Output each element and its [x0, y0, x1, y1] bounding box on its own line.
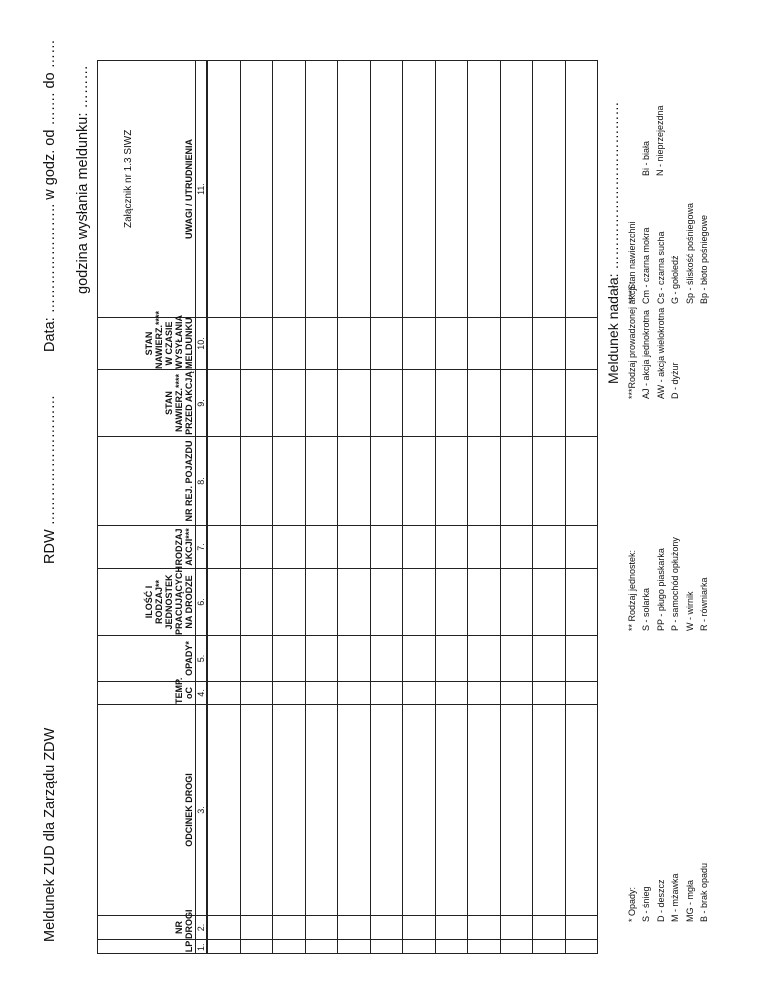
table-cell[interactable]	[207, 318, 240, 370]
table-cell[interactable]	[565, 526, 598, 569]
legend-line: M - mżawka	[670, 873, 681, 922]
table-row	[207, 61, 240, 954]
legend-line: Cs - czarna sucha	[655, 231, 666, 304]
table-cell[interactable]	[207, 682, 240, 705]
legend-surface-extra	[639, 105, 668, 176]
table-cell[interactable]	[435, 636, 468, 682]
table-cell[interactable]	[273, 636, 306, 682]
table-cell[interactable]	[500, 318, 533, 370]
table-row	[435, 61, 468, 954]
table-cell[interactable]	[370, 526, 403, 569]
table-cell[interactable]	[273, 526, 306, 569]
table-cell[interactable]	[403, 705, 436, 916]
table-cell[interactable]	[273, 437, 306, 526]
annex-label: Załącznik nr 1.3 SIWZ	[123, 129, 134, 228]
legend-line: D - dyżur	[670, 362, 681, 399]
table-cell[interactable]	[468, 940, 501, 954]
column-number: 11.	[196, 61, 208, 318]
table-cell[interactable]	[305, 705, 338, 916]
table-cell[interactable]	[403, 437, 436, 526]
table-cell[interactable]	[435, 526, 468, 569]
legend-line: Bi - biała	[641, 140, 651, 176]
legend-line: S - śnieg	[641, 886, 652, 922]
column-header: OPADY*	[98, 636, 196, 682]
column-header: LP	[98, 940, 196, 954]
send-time-field[interactable]: godzina wysłania meldunku: ………	[75, 65, 91, 294]
table-cell[interactable]	[565, 916, 598, 940]
legend-line: B - brak opadu	[699, 862, 710, 922]
table-cell[interactable]	[403, 370, 436, 437]
column-number: 1.	[196, 940, 208, 954]
table-row	[403, 61, 436, 954]
table-cell[interactable]	[240, 705, 273, 916]
table-cell[interactable]	[273, 705, 306, 916]
column-header: STAN NAWIERZ.**** PRZED AKCJĄ	[98, 370, 196, 437]
table-cell[interactable]	[305, 636, 338, 682]
signed-by-field[interactable]: Meldunek nadała: ………………………………	[605, 101, 621, 384]
column-number: 5.	[196, 636, 208, 682]
legend-line: ****Stan nawierzchni	[627, 221, 637, 304]
legend-line: AJ - akcja jednokrotna	[641, 309, 652, 399]
table-cell[interactable]	[468, 705, 501, 916]
column-header: NR DROGI	[98, 916, 196, 940]
column-number: 6.	[196, 569, 208, 636]
table-cell[interactable]	[533, 318, 566, 370]
table-cell[interactable]	[370, 682, 403, 705]
table-cell[interactable]	[565, 569, 598, 636]
table-cell[interactable]	[207, 636, 240, 682]
table-cell[interactable]	[468, 569, 501, 636]
table-cell[interactable]	[273, 916, 306, 940]
table-cell[interactable]	[435, 705, 468, 916]
table-cell[interactable]	[565, 370, 598, 437]
legend-line: Cm - czarna mokra	[641, 227, 652, 304]
legend-line: ** Rodzaj jednostek:	[627, 549, 637, 631]
table-cell[interactable]	[533, 370, 566, 437]
table-cell[interactable]	[273, 940, 306, 954]
table-cell[interactable]	[370, 940, 403, 954]
table-cell[interactable]	[240, 370, 273, 437]
table-cell[interactable]	[305, 61, 338, 318]
table-cell[interactable]	[273, 318, 306, 370]
table-cell[interactable]	[435, 318, 468, 370]
table-cell[interactable]	[533, 61, 566, 318]
table-cell[interactable]	[468, 682, 501, 705]
legend-line: D - deszcz	[655, 879, 666, 922]
legend-line: R - równiarka	[699, 577, 710, 631]
table-cell[interactable]	[500, 370, 533, 437]
table-cell[interactable]	[207, 705, 240, 916]
table-cell[interactable]	[338, 705, 371, 916]
table-row	[240, 61, 273, 954]
table-cell[interactable]	[370, 370, 403, 437]
table-cell[interactable]	[403, 682, 436, 705]
table-cell[interactable]	[403, 318, 436, 370]
column-number: 7.	[196, 526, 208, 569]
table-cell[interactable]	[240, 437, 273, 526]
legend-line: G - gołoledź	[670, 255, 681, 304]
table-cell[interactable]	[533, 526, 566, 569]
legend-units	[625, 537, 711, 631]
table-cell[interactable]	[403, 940, 436, 954]
table-cell[interactable]	[273, 682, 306, 705]
table-cell[interactable]	[468, 370, 501, 437]
table-cell[interactable]	[500, 61, 533, 318]
table-cell[interactable]	[207, 370, 240, 437]
column-header: ODCINEK DROGI	[98, 705, 196, 916]
date-field[interactable]: Data: ………………….. w godz. od ……. do ……	[42, 39, 58, 352]
table-cell[interactable]	[273, 370, 306, 437]
table-cell[interactable]	[500, 916, 533, 940]
table-cell[interactable]	[435, 370, 468, 437]
table-cell[interactable]	[338, 916, 371, 940]
table-cell[interactable]	[338, 569, 371, 636]
column-number-row	[196, 61, 208, 954]
legend-line: N - nieprzejezdna	[655, 105, 666, 176]
table-cell[interactable]	[468, 61, 501, 318]
table-row	[338, 61, 371, 954]
table-cell[interactable]	[305, 682, 338, 705]
table-cell[interactable]	[533, 437, 566, 526]
table-cell[interactable]	[565, 636, 598, 682]
table-cell[interactable]	[273, 61, 306, 318]
legend-line: PP - pługo piaskarka	[655, 548, 666, 631]
table-cell[interactable]	[207, 940, 240, 954]
legend-line: Bp - błoto pośniegowe	[699, 214, 710, 304]
table-cell[interactable]	[240, 940, 273, 954]
table-cell[interactable]	[565, 437, 598, 526]
table-cell[interactable]	[338, 682, 371, 705]
table-cell[interactable]	[240, 526, 273, 569]
table-cell[interactable]	[240, 636, 273, 682]
legend-line: W - wirnik	[684, 591, 695, 631]
table-row	[273, 61, 306, 954]
table-cell[interactable]	[533, 940, 566, 954]
table-row	[500, 61, 533, 954]
table-cell[interactable]	[273, 569, 306, 636]
table-header-row	[98, 61, 196, 954]
table-cell[interactable]	[435, 61, 468, 318]
table-row	[565, 61, 598, 954]
table-row	[468, 61, 501, 954]
table-cell[interactable]	[403, 526, 436, 569]
table-cell[interactable]	[305, 569, 338, 636]
table-cell[interactable]	[500, 705, 533, 916]
table-cell[interactable]	[370, 636, 403, 682]
table-cell[interactable]	[500, 526, 533, 569]
column-header: ILOŚĆ I RODZAJ** JEDNOSTEK PRACUJĄCYCH NA DRODZE	[98, 569, 196, 636]
table-cell[interactable]	[207, 526, 240, 569]
table-cell[interactable]	[240, 916, 273, 940]
table-cell[interactable]	[533, 682, 566, 705]
table-cell[interactable]	[468, 916, 501, 940]
table-cell[interactable]	[338, 940, 371, 954]
column-header: RODZAJ AKCJI***	[98, 526, 196, 569]
table-cell[interactable]	[240, 569, 273, 636]
table-cell[interactable]	[305, 437, 338, 526]
table-cell[interactable]	[403, 636, 436, 682]
legend-line: S - solarka	[641, 587, 652, 631]
table-cell[interactable]	[305, 526, 338, 569]
table-cell[interactable]	[338, 370, 371, 437]
table-cell[interactable]	[500, 569, 533, 636]
table-cell[interactable]	[435, 437, 468, 526]
legend-precipitation	[625, 863, 711, 922]
table-cell[interactable]	[533, 569, 566, 636]
table-cell[interactable]	[565, 682, 598, 705]
column-number: 8.	[196, 437, 208, 526]
table-cell[interactable]	[240, 61, 273, 318]
table-cell[interactable]	[435, 940, 468, 954]
legend-line: ***Rodzaj prowadzonej akcji	[627, 286, 637, 399]
table-cell[interactable]	[500, 437, 533, 526]
table-cell[interactable]	[533, 705, 566, 916]
table-cell[interactable]	[338, 526, 371, 569]
table-cell[interactable]	[338, 318, 371, 370]
table-cell[interactable]	[468, 636, 501, 682]
table-cell[interactable]	[403, 569, 436, 636]
table-cell[interactable]	[370, 437, 403, 526]
table-cell[interactable]	[565, 940, 598, 954]
table-cell[interactable]	[305, 940, 338, 954]
column-number: 4.	[196, 682, 208, 705]
table-cell[interactable]	[207, 569, 240, 636]
table-cell[interactable]	[435, 916, 468, 940]
table-row	[370, 61, 403, 954]
column-number: 10.	[196, 318, 208, 370]
legend-line: Sp - śliskość pośniegowa	[684, 202, 695, 304]
table-cell[interactable]	[370, 705, 403, 916]
column-header: NR REJ. POJAZDU	[98, 437, 196, 526]
table-cell[interactable]	[240, 318, 273, 370]
table-cell[interactable]	[533, 636, 566, 682]
table-cell[interactable]	[565, 61, 598, 318]
table-row	[305, 61, 338, 954]
table-cell[interactable]	[240, 682, 273, 705]
table-cell[interactable]	[500, 682, 533, 705]
table-cell[interactable]	[207, 437, 240, 526]
table-cell[interactable]	[338, 636, 371, 682]
table-cell[interactable]	[305, 916, 338, 940]
table-cell[interactable]	[370, 318, 403, 370]
table-cell[interactable]	[207, 61, 240, 318]
table-cell[interactable]	[500, 940, 533, 954]
legend-line: MG - mgła	[684, 879, 695, 922]
legend-surface	[625, 203, 711, 304]
column-number: 2.	[196, 916, 208, 940]
table-cell[interactable]	[435, 682, 468, 705]
column-header: TEMP. oC	[98, 682, 196, 705]
table-cell[interactable]	[370, 916, 403, 940]
legend-line: AW - akcja wielokrotna	[655, 307, 666, 399]
table-cell[interactable]	[435, 569, 468, 636]
table-cell[interactable]	[338, 437, 371, 526]
report-table	[97, 60, 598, 954]
table-cell[interactable]	[305, 318, 338, 370]
table-row	[533, 61, 566, 954]
table-cell[interactable]	[468, 437, 501, 526]
legend-line: * Opady:	[627, 886, 637, 922]
table-cell[interactable]	[207, 916, 240, 940]
table-cell[interactable]	[305, 370, 338, 437]
table-cell[interactable]	[468, 526, 501, 569]
column-number: 9.	[196, 370, 208, 437]
rdw-field[interactable]: RDW ………………………	[42, 394, 58, 564]
table-cell[interactable]	[565, 318, 598, 370]
table-cell[interactable]	[370, 61, 403, 318]
table-cell[interactable]	[468, 318, 501, 370]
table-cell[interactable]	[500, 636, 533, 682]
table-cell[interactable]	[338, 61, 371, 318]
table-cell[interactable]	[533, 916, 566, 940]
table-cell[interactable]	[403, 916, 436, 940]
legend-line: P - samochód opłużony	[670, 537, 681, 631]
column-header: UWAGI / UTRUDNIENIA	[98, 61, 196, 318]
column-header: STAN NAWIERZ.**** W CZASIE WYSYŁANIA MELDUNKU	[98, 318, 196, 370]
table-cell[interactable]	[370, 569, 403, 636]
column-number: 3.	[196, 705, 208, 916]
table-cell[interactable]	[403, 61, 436, 318]
table-cell[interactable]	[565, 705, 598, 916]
page-title: Meldunek ZUD dla Zarządu ZDW	[42, 727, 58, 942]
